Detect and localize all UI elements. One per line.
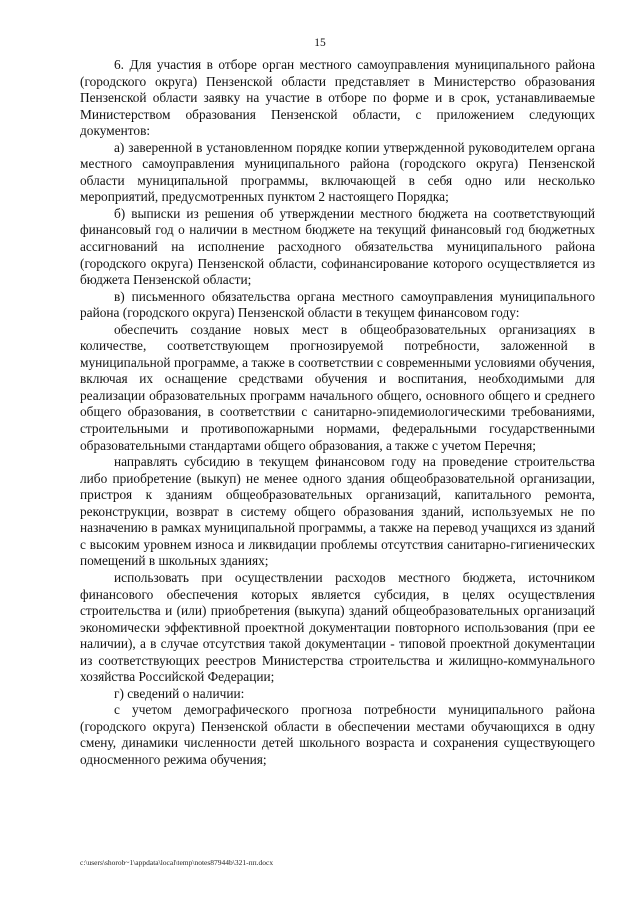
paragraph-obligation-use-documentation: использовать при осуществлении расходов местного бюджета, источником финансового обеспечения которых является субсидия, в целях осуществления строительства и (или) приобретения (выкупа) зданий общеобразовательных организаций экономически эффективной проектной документации повторного использования (при ее наличии), а в случае отсутствия такой документации - типовой проектной документации из соответствующих реестров Министерства строительства и жилищно-коммунального хозяйства Российской Федерации;: [80, 569, 595, 685]
footer-file-path: c:\users\shorob~1\appdata\local\temp\notes87944b\321-пп.docx: [80, 858, 274, 867]
paragraph-item-6: 6. Для участия в отборе орган местного самоуправления муниципального района (городского округа) Пензенской области представляет в Министерство образования Пензенской области заявку на участие в отборе по форме и в срок, устанавливаемые Министерством образования Пензенской области, с приложением следующих документов:: [80, 57, 595, 139]
paragraph-subitem-v: в) письменного обязательства органа местного самоуправления муниципального района (городского округа) Пензенской области в текущем финансовом году:: [80, 288, 595, 321]
document-body: [80, 57, 595, 769]
paragraph-obligation-create-places: обеспечить создание новых мест в общеобразовательных организациях в количестве, соответствующем прогнозируемой потребности, заложенной в муниципальной программе, а также в соответствии с современными условиями обучения, включая их оснащение средствами обучения и воспитания, необходимыми для реализации образовательных программ начального общего, основного общего и среднего общего образования, в соответствии с санитарно-эпидемиологическими требованиями, строительными и противопожарными нормами, федеральными государственными образовательными стандартами общего образования, а также с учетом Перечня;: [80, 321, 595, 453]
paragraph-subitem-g: г) сведений о наличии:: [114, 685, 245, 701]
paragraph-obligation-direct-subsidy: направлять субсидию в текущем финансовом году на проведение строительства либо приобретение (выкуп) не менее одного здания общеобразовательной организации, пристроя к зданиям общеобразовательных организаций, капитального ремонта, реконструкции, возврат в систему общего образования зданий, используемых не по назначению в рамках муниципальной программы, а также на перевод учащихся из зданий с высоким уровнем износа и ликвидации проблемы отсутствия санитарно-гигиенических помещений в школьных зданиях;: [80, 454, 595, 569]
page-number: 15: [314, 37, 326, 49]
paragraph-subitem-b: б) выписки из решения об утверждении местного бюджета на соответствующий финансовый год о наличии в местном бюджете на текущий финансовый год бюджетных ассигнований на исполнение расходного обязательства муниципального района (городского округа) Пензенской области, софинансирование которого осуществляется из бюджета Пензенской области;: [80, 205, 595, 288]
paragraph-demographic-forecast: с учетом демографического прогноза потребности муниципального района (городского округа) Пензенской области в обеспечении местами обучающихся в одну смену, динамики численности детей школьного возраста и сохранения существующего односменного режима обучения;: [80, 702, 595, 767]
paragraph-subitem-a: а) заверенной в установленном порядке копии утвержденной руководителем органа местного самоуправления муниципального района (городского округа) Пензенской области муниципальной программы, включающей в себя одно или несколько мероприятий, предусмотренных пунктом 2 настоящего Порядка;: [80, 139, 595, 205]
